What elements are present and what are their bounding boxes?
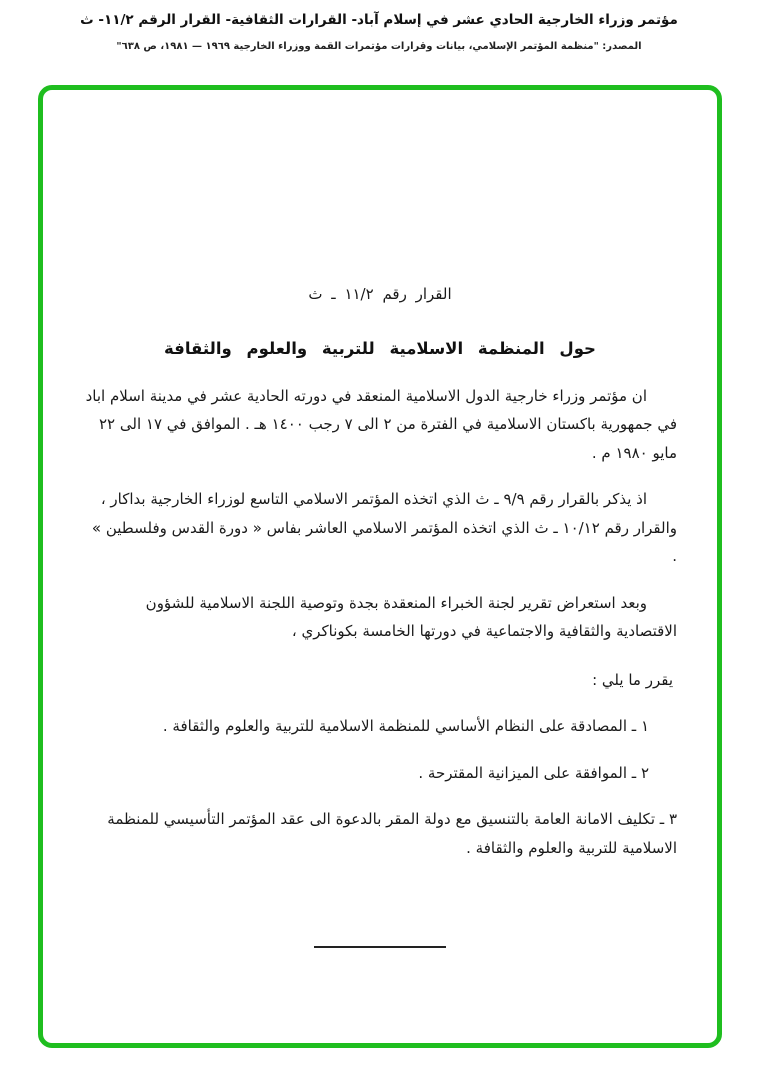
paragraph-review: وبعد استعراض تقرير لجنة الخبراء المنعقدة بجدة وتوصية اللجنة الاسلامية للشؤون الاقتصادية والثقافية والاجتماعية في دورتها الخامسة بكوناكري ، <box>145 593 677 641</box>
resolution-title: حول المنظمة الاسلامية للتربية والعلوم والثقافة <box>164 338 596 358</box>
header-title: مؤتمر وزراء الخارجية الحادي عشر في إسلام آباد- القرارات الثقافية- القرار الرقم ١١/٢- ث <box>80 12 678 28</box>
header-source-line: المصدر: "منظمة المؤتمر الإسلامي، بيانات وقرارات مؤتمرات القمة ووزراء الخارجية ١٩٦٩ — ١٩٨١، ص ٦٣٨" <box>116 41 642 52</box>
document-content <box>43 280 717 948</box>
divider-line <box>314 946 446 948</box>
document-header <box>0 12 758 52</box>
document-frame <box>38 85 722 1048</box>
resolution-number: القرار رقم ١١/٢ ـ ث <box>308 285 452 303</box>
decision-item-3: ٣ ـ تكليف الامانة العامة بالتنسيق مع دولة المقر بالدعوة الى عقد المؤتمر التأسيسي للمنظمة الاسلامية للتربية والعلوم والثقافة . <box>107 810 677 857</box>
decision-item-2: ٢ ـ الموافقة على الميزانية المقترحة . <box>418 763 649 782</box>
decision-item-1: ١ ـ المصادقة على النظام الأساسي للمنظمة الاسلامية للتربية والعلوم والثقافة . <box>162 717 649 736</box>
paragraph-recalling: اذ يذكر بالقرار رقم ٩/٩ ـ ث الذي اتخذه المؤتمر الاسلامي التاسع لوزراء الخارجية بداكار ، والقرار رقم ١٠/١٢ ـ ث الذي اتخذه المؤتمر الاسلامي العاشر بفاس « دورة القدس وفلسطين » . <box>91 490 677 566</box>
decisions-intro: يقرر ما يلي : <box>592 670 673 689</box>
paragraph-preamble: ان مؤتمر وزراء خارجية الدول الاسلامية المنعقد في دورته الحادية عشر في مدينة اسلام اباد في جمهورية باكستان الاسلامية في الفترة من ٢ الى ٧ رجب ١٤٠٠ هـ . الموافق في ١٧ الى ٢٢ مايو ١٩٨٠ م . <box>85 386 677 462</box>
